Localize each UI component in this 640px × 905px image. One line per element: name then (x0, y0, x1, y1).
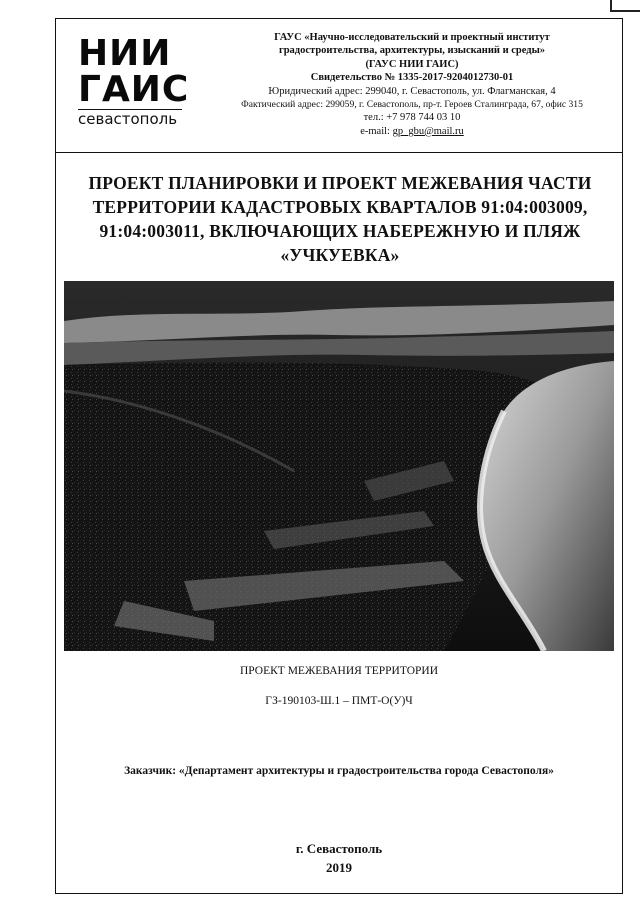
logo-line-3: севастополь (78, 109, 182, 127)
header-block (56, 19, 622, 153)
title-line-3: 91:04:003011, ВКЛЮЧАЮЩИХ НАБЕРЕЖНУЮ И ПЛЯЖ (99, 221, 581, 241)
email-link[interactable]: gp_gbu@mail.ru (392, 125, 464, 137)
title-line-1: ПРОЕКТ ПЛАНИРОВКИ И ПРОЕКТ МЕЖЕВАНИЯ ЧАСТИ (88, 173, 592, 193)
client: Заказчик: «Департамент архитектуры и градостроительства города Севастополя» (124, 765, 554, 777)
logo-line-2: ГАИС (78, 69, 190, 110)
org-short-name: (ГАУС НИИ ГАИС) (365, 58, 459, 70)
title-line-2: ТЕРРИТОРИИ КАДАСТРОВЫХ КВАРТАЛОВ 91:04:003009, (92, 197, 588, 217)
document-title (66, 171, 614, 267)
aerial-photo-image (64, 281, 614, 651)
city-year-block (56, 839, 622, 877)
org-name-2: градостроительства, архитектуры, изысканий и среды» (278, 45, 546, 57)
aerial-photo (64, 281, 614, 651)
legal-address: Юридический адрес: 299040, г. Севастополь, ул. Флагманская, 4 (268, 85, 556, 97)
phone: тел.: +7 978 744 03 10 (363, 112, 461, 124)
logo (78, 33, 193, 128)
year: 2019 (326, 860, 352, 875)
document-code: ГЗ-190103-Ш.1 – ПМТ-О(У)Ч (265, 695, 413, 707)
corner-mark (610, 0, 640, 12)
email-line (206, 125, 618, 138)
org-name-1: ГАУС «Научно-исследовательский и проектный институт (274, 32, 550, 43)
city: г. Севастополь (295, 841, 383, 856)
title-line-4: «УЧКУЕВКА» (280, 245, 400, 265)
page-frame (55, 18, 623, 894)
subtitle: ПРОЕКТ МЕЖЕВАНИЯ ТЕРРИТОРИИ (239, 665, 439, 677)
organization-info (206, 31, 618, 138)
logo-line-1: НИИ (78, 33, 172, 74)
email-label: e-mail: (360, 125, 393, 137)
actual-address: Фактический адрес: 299059, г. Севастополь, пр-т. Героев Сталинграда, 67, офис 315 (241, 99, 583, 111)
certificate: Свидетельство № 1335-2017-9204012730-01 (310, 72, 514, 84)
